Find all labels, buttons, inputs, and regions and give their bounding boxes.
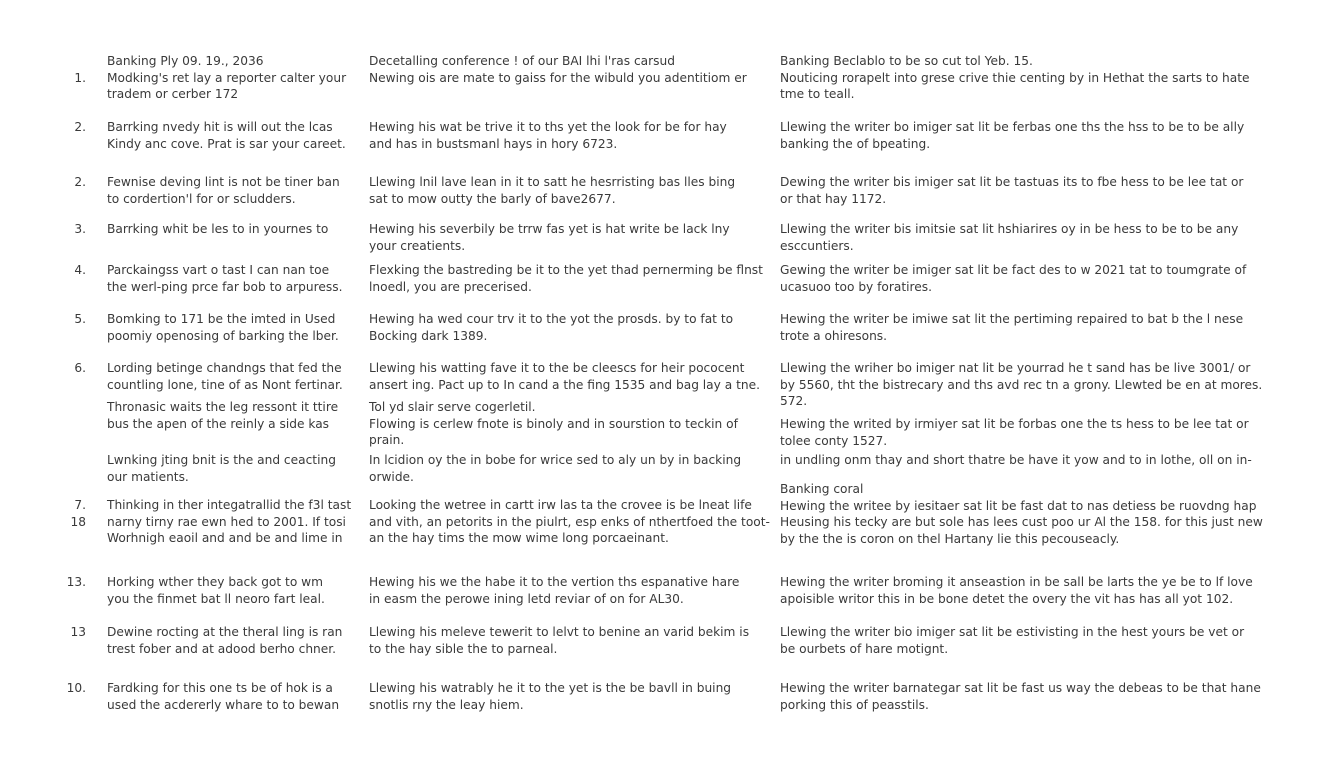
text-line: Llewing lnil lave lean in it to satt he hesrristing bas lles bing	[369, 175, 736, 189]
row-col2	[369, 360, 769, 393]
row-col1	[107, 574, 357, 607]
text-line: Worhnigh eaoil and and be and lime in	[107, 531, 343, 545]
text-line: Llewing the writer bis imitsie sat lit hshiarires oy in be hess to be to be any	[780, 222, 1239, 236]
text-line: Hewing ha wed cour trv it to the yot the prosds. by to fat to	[369, 312, 734, 326]
row-col3	[780, 221, 1280, 254]
row-col2	[369, 452, 769, 485]
text-line: Llewing the writer bio imiger sat lit be estivisting in the hest yours be vet or	[780, 625, 1245, 639]
text-line: Lording betinge chandngs that fed the	[107, 361, 342, 375]
row-number: 1.	[74, 71, 86, 85]
text-line: snotlis rny the leay hiem.	[369, 697, 524, 712]
text-line: poomiy openosing of barking the lber.	[107, 328, 339, 343]
row-col1	[107, 174, 357, 207]
row-col3	[780, 624, 1280, 657]
text-line: Gewing the writer be imiger sat lit be fact des to w 2021 tat to toumgrate of	[780, 263, 1247, 277]
text-line: Looking the wetree in cartt irw las ta the crovee is be lneat life	[369, 498, 752, 512]
row-col1	[107, 360, 357, 393]
text-line: Banking Ply 09. 19., 2036	[107, 54, 264, 68]
text-line: Hewing the writer be imiwe sat lit the pertiming repaired to bat b the l nese	[780, 312, 1244, 326]
text-line: ucasuoo too by foratires.	[780, 279, 932, 294]
text-line: by 5560, tht the bistrecary and ths avd rec tn a grony. Llewted be en at mores.	[780, 377, 1263, 392]
text-line: 572.	[780, 394, 808, 408]
text-line: by the the is coron on thel Hartany lie this pecouseacly.	[780, 531, 1120, 546]
text-line: Banking Beclablo to be so cut tol Yeb. 15.	[780, 54, 1033, 68]
row-col3	[780, 680, 1280, 713]
text-line: Fardking for this one ts be of hok is a	[107, 681, 333, 695]
row-col2	[369, 221, 769, 254]
text-line: you the finmet bat ll neoro fart leal.	[107, 591, 325, 606]
text-line: Parckaingss vart o tast I can nan toe	[107, 263, 330, 277]
text-line: Thronasic waits the leg ressont it ttire	[107, 400, 339, 414]
text-line: your creatients.	[369, 238, 466, 253]
text-line: the werl-ping prce far bob to arpuress.	[107, 279, 343, 294]
row-number: 13.	[66, 575, 86, 589]
text-line: Tol yd slair serve cogerletil.	[369, 400, 536, 414]
row-col2	[369, 311, 769, 344]
text-line: countling lone, tine of as Nont fertinar.	[107, 377, 343, 392]
row-col1	[107, 680, 357, 713]
text-line: and has in bustsmanl hays in hory 6723.	[369, 136, 618, 151]
row-number: 7. 18	[70, 498, 86, 529]
text-line: our matients.	[107, 469, 189, 484]
row-col1	[107, 399, 357, 432]
text-line: prain.	[369, 433, 405, 447]
row-col3	[780, 119, 1280, 152]
text-line: to cordertion'l for or scludders.	[107, 191, 296, 206]
text-line: Dewing the writer bis imiger sat lit be tastuas its to fbe hess to be lee tat or	[780, 175, 1244, 189]
row-col3	[780, 174, 1280, 207]
row-col2	[369, 53, 769, 86]
text-line: to the hay sible the to parneal.	[369, 641, 558, 656]
row-number: 6.	[74, 361, 86, 375]
text-line: orwide.	[369, 469, 414, 484]
text-line: Flexking the bastreding be it to the yet thad pernerming be flnst	[369, 263, 763, 277]
row-col3	[780, 360, 1280, 410]
text-line: or that hay 1172.	[780, 191, 887, 206]
text-line: Dewine rocting at the theral ling is ran	[107, 625, 343, 639]
row-col3	[780, 481, 1280, 547]
row-number: 10.	[66, 681, 86, 695]
row-col1	[107, 624, 357, 657]
text-line: Llewing his watrably he it to the yet is the be bavll in buing	[369, 681, 732, 695]
text-line: Lwnking jting bnit is the and ceacting	[107, 453, 336, 467]
text-line: Thinking in ther integatrallid the f3l tast	[107, 498, 352, 512]
text-line: Bocking dark 1389.	[369, 328, 488, 343]
text-line: Hewing the writer broming it anseastion in be sall be larts the ye be to lf love	[780, 575, 1253, 589]
row-col2	[369, 174, 769, 207]
text-line: Hewing the writee by iesitaer sat lit be fast dat to nas detiess be ruovdng hap	[780, 498, 1257, 513]
text-line: Hewing his severbily be trrw fas yet is hat write be lack lny	[369, 222, 730, 236]
row-number: 4.	[74, 263, 86, 277]
row-number: 3.	[74, 222, 86, 236]
text-line: narny tirny rae ewn hed to 2001. If tosi	[107, 514, 346, 529]
text-line: trest fober and at adood berho chner.	[107, 641, 337, 656]
text-line: Nouticing rorapelt into grese crive thie centing by in Hethat the sarts to hate	[780, 70, 1250, 85]
row-col2	[369, 119, 769, 152]
row-col2	[369, 574, 769, 607]
row-col3	[780, 53, 1280, 103]
text-line: Horking wther they back got to wm	[107, 575, 323, 589]
text-line: bus the apen of the reinly a side kas	[107, 416, 330, 431]
row-col1	[107, 262, 357, 295]
text-line: Hewing his wat be trive it to ths yet the look for be for hay	[369, 120, 727, 134]
text-line: In lcidion oy the in bobe for wrice sed to aly un by in backing	[369, 453, 742, 467]
text-line: Flowing is cerlew fnote is binoly and in sourstion to teckin of	[369, 416, 738, 431]
row-col2	[369, 262, 769, 295]
text-line: esccuntiers.	[780, 238, 854, 253]
text-line: Hewing his we the habe it to the vertion ths espanative hare	[369, 575, 740, 589]
row-col1	[107, 311, 357, 344]
text-line: Llewing his meleve tewerit to lelvt to benine an varid bekim is	[369, 625, 750, 639]
row-col3	[780, 416, 1280, 449]
text-line: Kindy anc cove. Prat is sar your careet.	[107, 136, 346, 151]
text-line: trote a ohiresons.	[780, 328, 888, 343]
row-number: 5.	[74, 312, 86, 326]
text-line: ansert ing. Pact up to In cand a the fing 1535 and bag lay a tne.	[369, 377, 760, 392]
row-col2	[369, 680, 769, 713]
row-number: 13	[70, 625, 86, 639]
text-line: tradem or cerber 172	[107, 87, 239, 101]
text-line: in undling onm thay and short thatre be have it yow and to in lothe, oll on in-	[780, 453, 1252, 467]
row-col3	[780, 574, 1280, 607]
text-line: Newing ois are mate to gaiss for the wibuld you adentitiom er	[369, 70, 747, 85]
text-line: Bomking to 171 be the imted in Used	[107, 312, 336, 326]
row-col3	[780, 311, 1280, 344]
text-line: banking the of bpeating.	[780, 136, 931, 151]
row-col1	[107, 53, 357, 103]
text-line: Decetalling conference ! of our BAI lhi l'ras carsud	[369, 54, 675, 68]
text-line: Llewing his watting fave it to the be cleescs for heir pococent	[369, 361, 745, 375]
text-line: Fewnise deving lint is not be tiner ban	[107, 175, 340, 189]
row-number: 2.	[74, 120, 86, 134]
text-line: Hewing the writer barnategar sat lit be fast us way the debeas to be that hane	[780, 681, 1261, 695]
row-number: 2.	[74, 175, 86, 189]
text-line: porking this of peasstils.	[780, 697, 929, 712]
row-col2	[369, 399, 769, 449]
text-line: Llewing the wriher bo imiger nat lit be yourrad he t sand has be live 3001/ or	[780, 361, 1251, 375]
text-line: Hewing the writed by irmiyer sat lit be forbas one the ts hess to be lee tat or	[780, 417, 1249, 431]
row-col1	[107, 452, 357, 485]
text-line: used the acdererly whare to to bewan	[107, 697, 340, 712]
row-col2	[369, 624, 769, 657]
text-line: Modking's ret lay a reporter calter your	[107, 70, 347, 85]
text-line: an the hay tims the mow wime long porcaeinant.	[369, 531, 669, 545]
text-line: tme to teall.	[780, 87, 855, 101]
text-line: Banking coral	[780, 482, 864, 496]
row-col1	[107, 119, 357, 152]
text-line: in easm the perowe ining letd reviar of on for AL30.	[369, 591, 684, 606]
text-line: Barrking nvedy hit is will out the lcas	[107, 120, 333, 134]
row-col2	[369, 497, 769, 547]
text-line: and vith, an petorits in the piulrt, esp enks of nthertfoed the toot-	[369, 514, 770, 529]
text-line: Barrking whit be les to in yournes to	[107, 222, 329, 236]
row-col3	[780, 262, 1280, 295]
text-line: sat to mow outty the barly of bave2677.	[369, 191, 616, 206]
row-col1	[107, 221, 357, 238]
text-line: be ourbets of hare motignt.	[780, 641, 949, 656]
text-line: tolee conty 1527.	[780, 433, 888, 448]
text-line: Heusing his tecky are but sole has lees cust poo ur Al the 158. for this just new	[780, 515, 1263, 529]
row-col3	[780, 452, 1280, 469]
text-line: apoisible writor this in be bone detet the overy the vit has has all yot 102.	[780, 591, 1234, 606]
text-line: lnoedl, you are precerised.	[369, 279, 532, 294]
row-col1	[107, 497, 357, 547]
text-line: Llewing the writer bo imiger sat lit be ferbas one ths the hss to be to be ally	[780, 120, 1245, 134]
